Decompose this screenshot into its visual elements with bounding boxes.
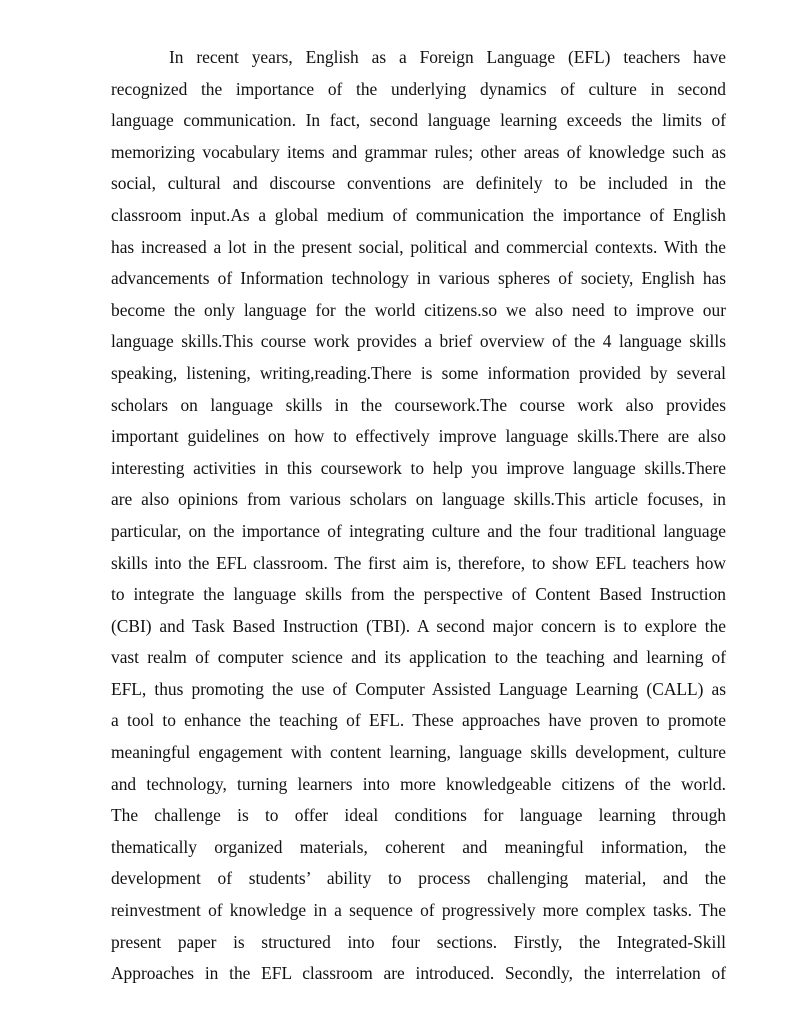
text-line: language skills.This course work provides a brief overview of the 4 language skills <box>111 331 726 352</box>
text-line: In recent years, English as a Foreign Language (EFL) teachers have <box>169 47 726 67</box>
text-line: classroom input.As a global medium of communication the importance of English <box>111 204 726 225</box>
text-line: particular, on the importance of integrating culture and the four traditional language <box>111 520 726 541</box>
text-line: reinvestment of knowledge in a sequence of progressively more complex tasks. The <box>111 900 726 921</box>
text-line: EFL, thus promoting the use of Computer Assisted Language Learning (CALL) as <box>111 678 726 699</box>
text-line: thematically organized materials, coherent and meaningful information, the <box>111 836 726 857</box>
text-line: Approaches in the EFL classroom are introduced. Secondly, the interrelation of <box>111 963 726 984</box>
text-line: language communication. In fact, second language learning exceeds the limits of <box>111 110 726 131</box>
text-line: The challenge is to offer ideal conditions for language learning through <box>111 805 726 826</box>
text-line: present paper is structured into four sections. Firstly, the Integrated-Skill <box>111 931 726 952</box>
text-line: recognized the importance of the underlying dynamics of culture in second <box>111 78 726 99</box>
text-line: scholars on language skills in the coursework.The course work also provides <box>111 394 726 415</box>
text-line: skills into the EFL classroom. The first aim is, therefore, to show EFL teachers how <box>111 552 726 573</box>
text-line: memorizing vocabulary items and grammar rules; other areas of knowledge such as <box>111 141 726 162</box>
text-line: become the only language for the world citizens.so we also need to improve our <box>111 299 726 320</box>
text-line: to integrate the language skills from the perspective of Content Based Instruction <box>111 584 726 605</box>
text-line: and technology, turning learners into more knowledgeable citizens of the world. <box>111 773 726 794</box>
text-line: development of students’ ability to process challenging material, and the <box>111 868 726 889</box>
text-line: social, cultural and discourse conventions are definitely to be included in the <box>111 173 726 194</box>
text-line: are also opinions from various scholars on language skills.This article focuses, in <box>111 489 726 510</box>
body-paragraph <box>111 42 726 990</box>
text-line: vast realm of computer science and its application to the teaching and learning of <box>111 647 726 668</box>
text-line: (CBI) and Task Based Instruction (TBI). A second major concern is to explore the <box>111 615 726 636</box>
text-line: meaningful engagement with content learning, language skills development, culture <box>111 742 726 763</box>
text-line: speaking, listening, writing,reading.There is some information provided by several <box>111 362 726 383</box>
text-line: advancements of Information technology in various spheres of society, English has <box>111 268 726 289</box>
text-line: a tool to enhance the teaching of EFL. These approaches have proven to promote <box>111 710 726 731</box>
text-line: interesting activities in this coursework to help you improve language skills.There <box>111 457 726 478</box>
text-line: important guidelines on how to effectively improve language skills.There are also <box>111 426 726 447</box>
text-line: has increased a lot in the present social, political and commercial contexts. With the <box>111 236 726 257</box>
